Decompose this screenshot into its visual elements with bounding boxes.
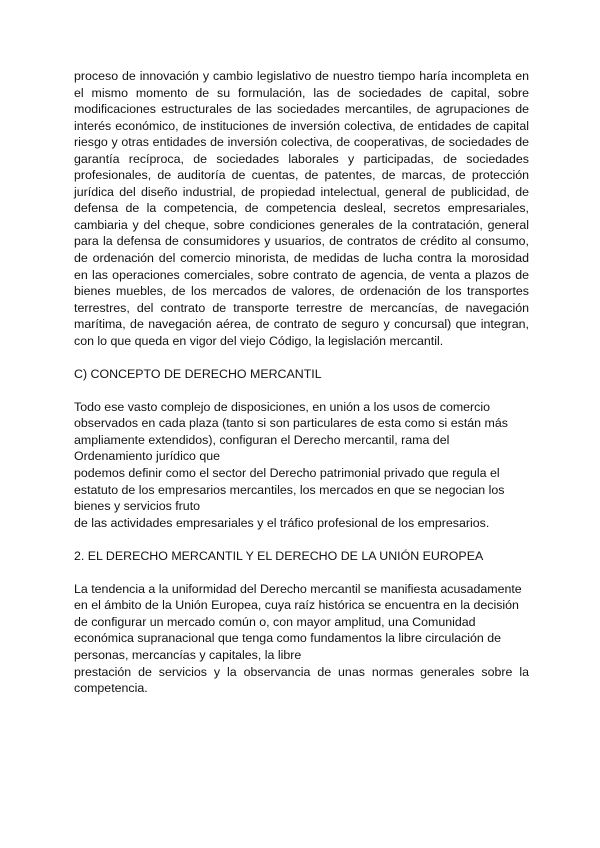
spacer — [74, 564, 529, 581]
section-heading-concepto: C) CONCEPTO DE DERECHO MERCANTIL — [74, 366, 322, 381]
paragraph-legislation-list: proceso de innovación y cambio legislativo de nuestro tiempo haría incompleta en el mismo momento de su formulación, las de sociedades de capital, sobre modificaciones estructurales de las sociedades mercantiles, de agrupaciones de interés económico, de instituciones de inversión colectiva, de entidades de capital riesgo y otras entidades de inversión colectiva, de cooperativas, de sociedades de garantía recíproca, de sociedades laborales y participadas, de sociedades profesionales, de auditoría de cuentas, de patentes, de marcas, de protección jurídica del diseño industrial, de propiedad intelectual, general de publicidad, de defensa de la competencia, de competencia desleal, secretos empresariales, cambiaria y del cheque, sobre condiciones generales de la contratación, general para la defensa de consumidores y usuarios, de contratos de crédito al consumo, de ordenación del comercio minorista, de medidas de lucha contra la morosidad en las operaciones comerciales, sobre contrato de agencia, de venta a plazos de bienes muebles, de los mercados de valores, de ordenación de los transportes terrestres, del contrato de transporte terrestre de mercancías, de navegación marítima, de navegación aérea, de contrato de seguro y concursal) que integran, con lo que queda en vigor del viejo Código, la legislación mercantil. — [74, 69, 529, 348]
section-heading-union-europea: 2. EL DERECHO MERCANTIL Y EL DERECHO DE LA UNIÓN EUROPEA — [74, 548, 484, 563]
paragraph-concepto-part-2: podemos definir como el sector del Derecho patrimonial privado que regula el estatuto de los empresarios mercantiles, los mercados en que se negocian los bienes y servicios fruto — [74, 466, 505, 514]
spacer — [74, 382, 529, 399]
paragraph-concepto-part-1: Todo ese vasto complejo de disposiciones, en unión a los usos de comercio observados en cada plaza (tanto si son particulares de esta como si están más ampliamente extendidos), configuran el Derecho mercantil, rama del Ordenamiento jurídico que — [74, 399, 508, 464]
paragraph-concepto-part-3: de las actividades empresariales y el tráfico profesional de los empresarios. — [74, 515, 490, 530]
spacer — [74, 531, 529, 548]
document-page — [74, 68, 529, 697]
paragraph-union-europea-part-2: prestación de servicios y la observancia de unas normas generales sobre la competencia. — [74, 664, 529, 696]
paragraph-union-europea-part-1: La tendencia a la uniformidad del Derecho mercantil se manifiesta acusadamente en el ámbito de la Unión Europea, cuya raíz histórica se encuentra en la decisión de configurar un mercado común o, con mayor amplitud, una Comunidad económica supranacional que tenga como fundamentos la libre circulación de personas, mercancías y capitales, la libre — [74, 581, 522, 662]
spacer — [74, 349, 529, 366]
